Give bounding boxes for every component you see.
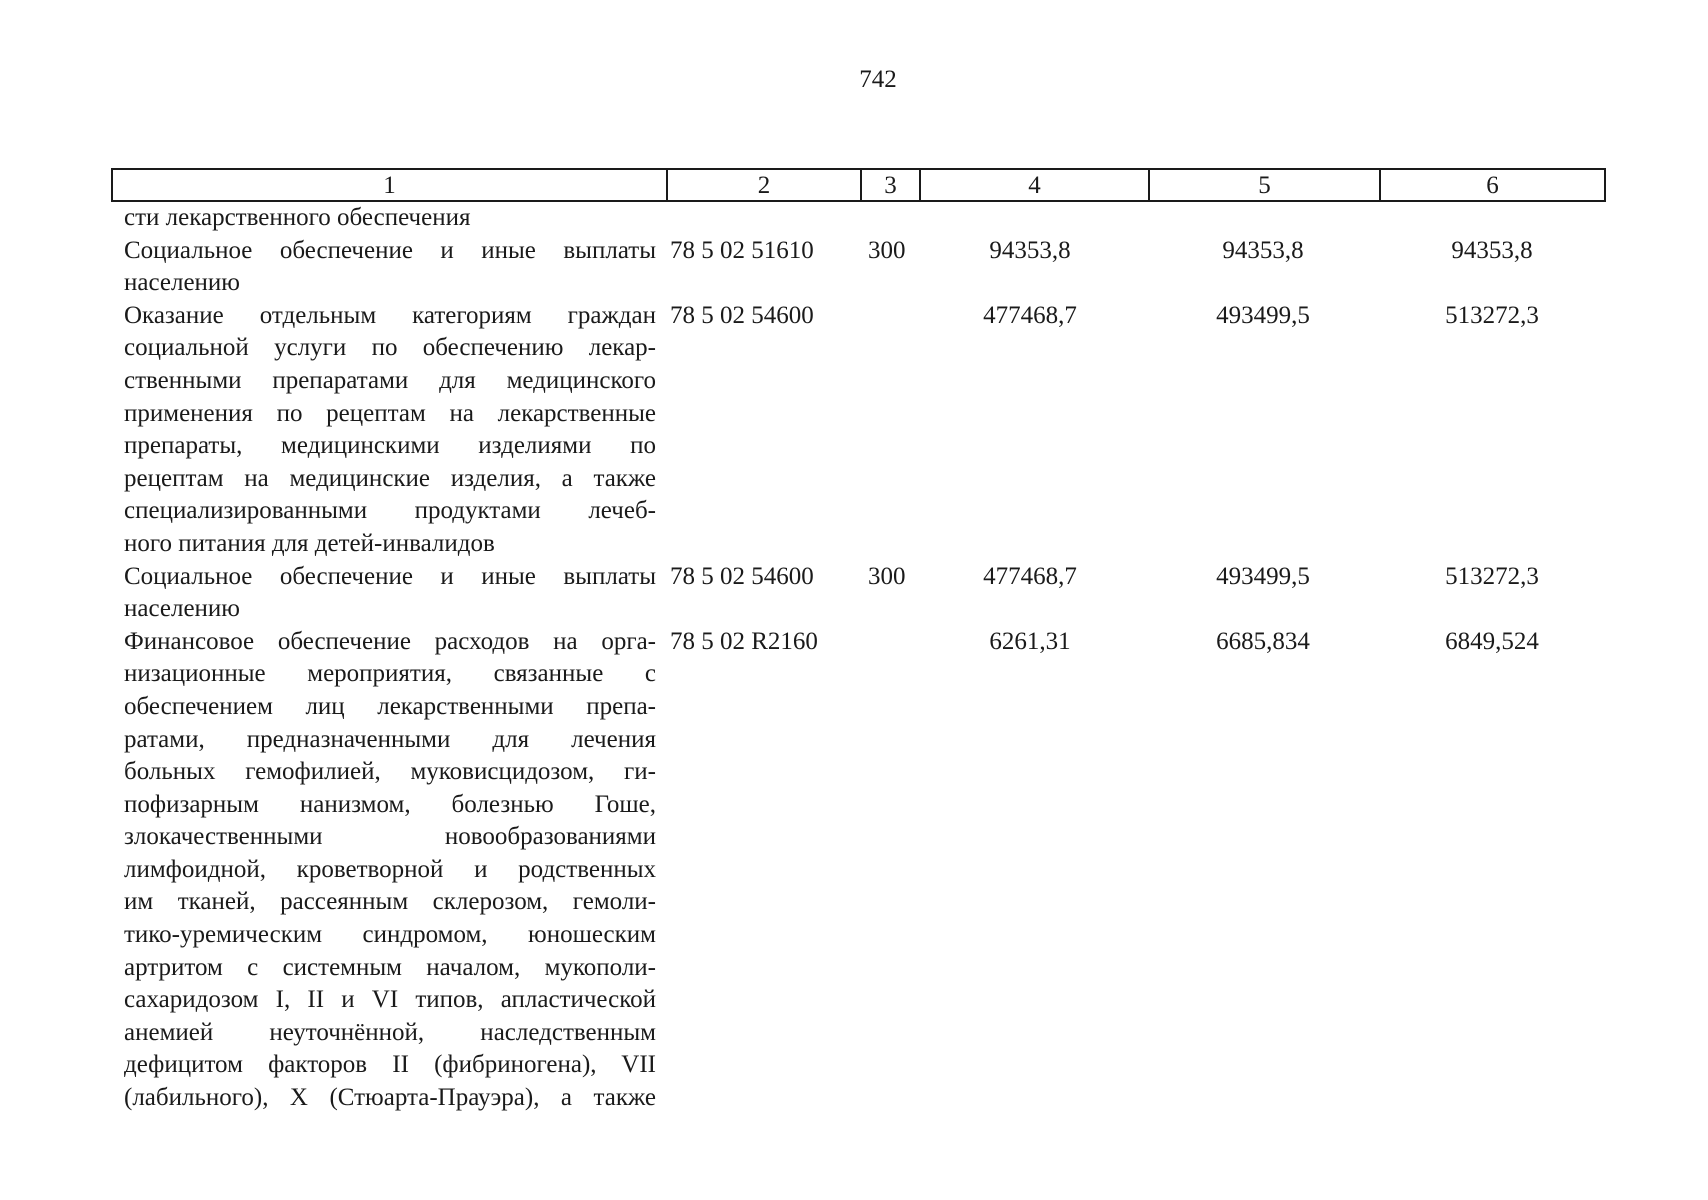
row-expense-type (853, 300, 912, 561)
description-line: социальной услуги по обеспечению лекар- (124, 334, 656, 362)
row-value-col5: 6685,834 (1216, 627, 1310, 655)
row-value-col6: 513272,3 (1445, 562, 1539, 590)
description-line: обеспечением лиц лекарственными препа- (124, 692, 656, 720)
table-row (111, 202, 1606, 235)
description-line: ственными препаратами для медицинского (124, 366, 656, 394)
description-line: ратами, предназначенными для лечения (124, 725, 656, 753)
description-line: Оказание отдельным категориям граждан (124, 301, 656, 329)
table-row (111, 300, 1606, 561)
row-description (111, 235, 656, 300)
header-col-1: 1 (113, 170, 668, 200)
row-code: 78 5 02 54600 (670, 301, 814, 329)
row-value-col6 (1378, 202, 1606, 235)
row-value-col6: 6849,524 (1445, 627, 1539, 655)
description-line: сти лекарственного обеспечения (124, 204, 471, 231)
row-value-col5: 493499,5 (1216, 301, 1310, 329)
table-header (111, 168, 1606, 202)
row-value-col4: 477468,7 (983, 301, 1077, 329)
header-col-2: 2 (668, 170, 862, 200)
table-row (111, 626, 1606, 1115)
row-value-col4: 94353,8 (989, 236, 1071, 264)
row-value-col4 (912, 202, 1148, 235)
description-line: низационные мероприятия, связанные с (124, 660, 656, 688)
row-value-col6: 513272,3 (1445, 301, 1539, 329)
description-line: Финансовое обеспечение расходов на орга- (124, 627, 656, 655)
header-col-5: 5 (1150, 170, 1381, 200)
row-code: 78 5 02 54600 (670, 562, 814, 590)
description-line: тико-уремическим синдромом, юношеским (124, 921, 656, 949)
description-line: анемией неуточнённой, наследственным (124, 1018, 656, 1046)
row-description (111, 300, 656, 561)
header-col-4: 4 (921, 170, 1150, 200)
row-code: 78 5 02 51610 (670, 236, 814, 264)
description-line: Социальное обеспечение и иные выплаты (124, 236, 656, 264)
page-number: 742 (859, 66, 897, 93)
row-description (111, 202, 656, 235)
description-line: пофизарным нанизмом, болезнью Гоше, (124, 790, 656, 818)
description-line: рецептам на медицинские изделия, а также (124, 464, 656, 492)
description-line: ного питания для детей-инвалидов (124, 529, 495, 557)
row-value-col4: 477468,7 (983, 562, 1077, 590)
description-line: им тканей, рассеянным склерозом, гемоли- (124, 888, 656, 916)
description-line: дефицитом факторов II (фибриногена), VII (124, 1051, 656, 1079)
row-expense-type: 300 (868, 562, 906, 590)
row-code (656, 202, 853, 235)
description-line: населению (124, 595, 240, 623)
description-line: сахаридозом I, II и VI типов, апластической (124, 986, 656, 1014)
row-value-col5: 94353,8 (1222, 236, 1304, 264)
description-line: (лабильного), X (Стюарта-Прауэра), а также (124, 1084, 656, 1112)
description-line: злокачественными новообразованиями (124, 823, 656, 851)
row-expense-type (853, 202, 912, 235)
description-line: препараты, медицинскими изделиями по (124, 432, 656, 460)
row-description (111, 626, 656, 1115)
row-value-col6: 94353,8 (1451, 236, 1533, 264)
description-line: применения по рецептам на лекарственные (124, 399, 656, 427)
header-col-3: 3 (862, 170, 921, 200)
header-col-6: 6 (1486, 172, 1499, 199)
row-code: 78 5 02 R2160 (670, 627, 818, 655)
row-description (111, 561, 656, 626)
description-line: Социальное обеспечение и иные выплаты (124, 562, 656, 590)
row-value-col5 (1148, 202, 1378, 235)
description-line: артритом с системным началом, мукополи- (124, 953, 656, 981)
row-expense-type: 300 (868, 236, 906, 264)
table-row (111, 561, 1606, 626)
row-value-col5: 493499,5 (1216, 562, 1310, 590)
table-body (111, 202, 1606, 1115)
table-row (111, 235, 1606, 300)
description-line: специализированными продуктами лечеб- (124, 497, 656, 525)
row-value-col4: 6261,31 (989, 627, 1071, 655)
description-line: лимфоидной, кроветворной и родственных (124, 855, 656, 883)
description-line: населению (124, 269, 240, 297)
row-expense-type (853, 626, 912, 1115)
description-line: больных гемофилией, муковисцидозом, ги- (124, 758, 656, 786)
